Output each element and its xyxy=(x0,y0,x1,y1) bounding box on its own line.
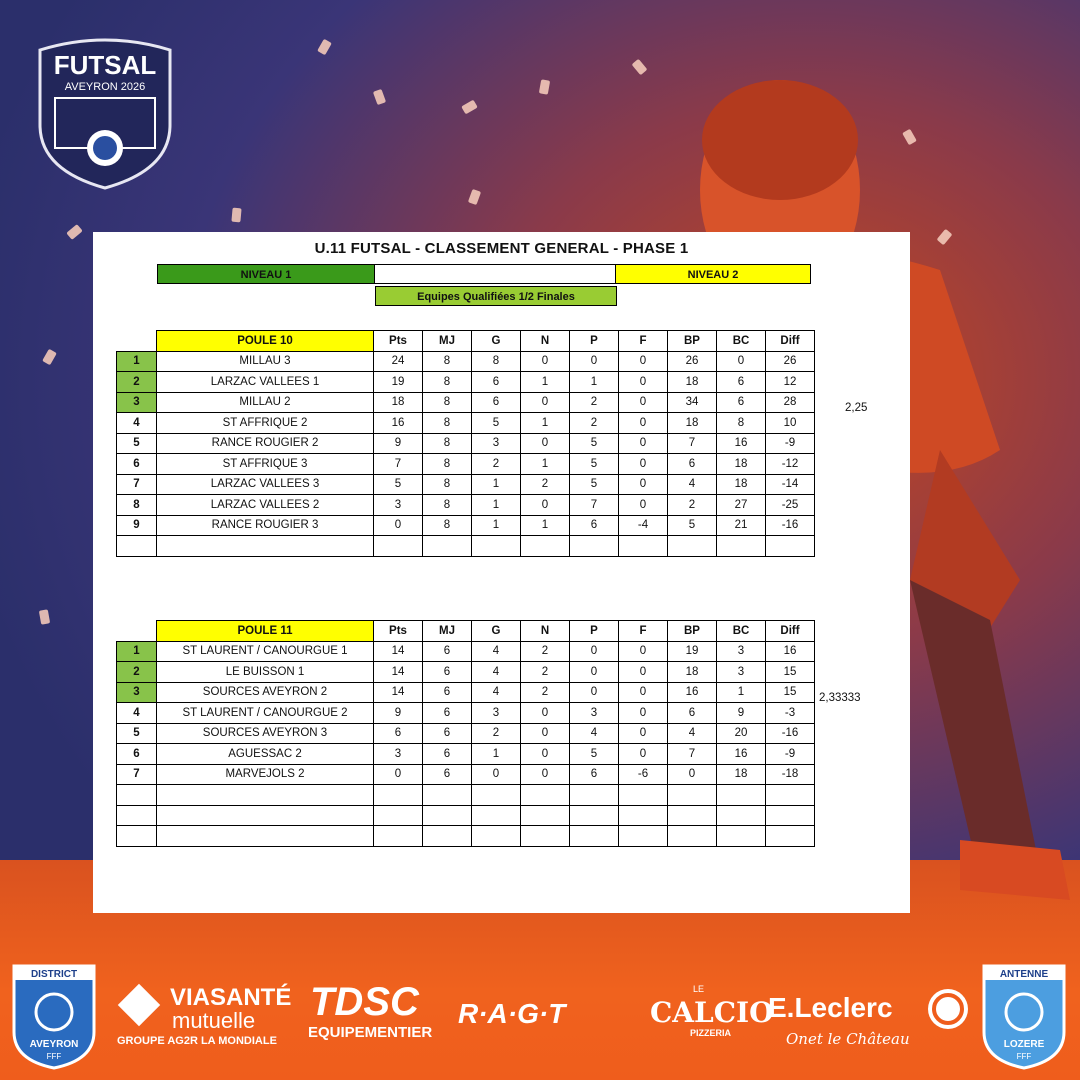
empty-cell xyxy=(570,826,619,847)
stat-cell-diff: -12 xyxy=(766,454,815,475)
stat-cell-g: 4 xyxy=(472,682,521,703)
stat-cell-mj: 8 xyxy=(423,351,472,372)
leclerc-logo-icon xyxy=(925,986,971,1032)
stat-cell-pts: 24 xyxy=(374,351,423,372)
stat-cell-mj: 6 xyxy=(423,641,472,662)
stat-cell-g: 3 xyxy=(472,433,521,454)
stat-cell-diff: -14 xyxy=(766,474,815,495)
stat-cell-pts: 16 xyxy=(374,413,423,434)
stat-cell-p: 0 xyxy=(570,641,619,662)
stat-cell-f: 0 xyxy=(619,474,668,495)
stat-cell-bp: 4 xyxy=(668,723,717,744)
svg-text:FFF: FFF xyxy=(46,1052,62,1061)
stat-cell-p: 2 xyxy=(570,413,619,434)
tdsc-sub: EQUIPEMENTIER xyxy=(308,1024,433,1041)
stat-cell-f: 0 xyxy=(619,744,668,765)
stat-cell-f: 0 xyxy=(619,372,668,393)
stat-cell-n: 2 xyxy=(521,474,570,495)
stat-cell-g: 1 xyxy=(472,474,521,495)
team-cell: MARVEJOLS 2 xyxy=(157,764,374,785)
rank-cell: 5 xyxy=(117,433,157,454)
stat-cell-mj: 8 xyxy=(423,495,472,516)
column-header-f: F xyxy=(619,621,668,642)
viasante-logo-icon xyxy=(116,982,162,1028)
team-cell: SOURCES AVEYRON 2 xyxy=(157,682,374,703)
empty-cell xyxy=(668,536,717,557)
stat-cell-diff: -9 xyxy=(766,433,815,454)
stat-cell-diff: 26 xyxy=(766,351,815,372)
stat-cell-p: 7 xyxy=(570,495,619,516)
column-header-pts: Pts xyxy=(374,621,423,642)
stat-cell-bp: 5 xyxy=(668,515,717,536)
svg-text:AVEYRON 2026: AVEYRON 2026 xyxy=(64,81,146,93)
rank-cell: 6 xyxy=(117,454,157,475)
empty-cell xyxy=(157,805,374,826)
empty-cell xyxy=(423,826,472,847)
stat-cell-pts: 3 xyxy=(374,744,423,765)
viasante-sub: mutuelle xyxy=(172,1008,256,1033)
stat-cell-g: 4 xyxy=(472,641,521,662)
stat-cell-p: 6 xyxy=(570,515,619,536)
empty-cell xyxy=(717,826,766,847)
stat-cell-diff: -3 xyxy=(766,703,815,724)
empty-row xyxy=(117,805,815,826)
stat-cell-f: 0 xyxy=(619,433,668,454)
stat-cell-p: 4 xyxy=(570,723,619,744)
stat-cell-bc: 9 xyxy=(717,703,766,724)
standings-document xyxy=(93,232,910,913)
stat-cell-mj: 8 xyxy=(423,372,472,393)
legend-level-1: NIVEAU 1 xyxy=(157,264,375,284)
svg-text:FFF: FFF xyxy=(1016,1052,1032,1061)
rank-cell: 1 xyxy=(117,351,157,372)
stat-cell-bc: 21 xyxy=(717,515,766,536)
column-header-diff: Diff xyxy=(766,621,815,642)
legend-level-2: NIVEAU 2 xyxy=(615,264,811,284)
table-row xyxy=(117,764,815,785)
empty-cell xyxy=(157,785,374,806)
stat-cell-n: 0 xyxy=(521,764,570,785)
pool-table-10 xyxy=(116,330,815,557)
pool-name: POULE 11 xyxy=(157,621,374,642)
empty-cell xyxy=(157,536,374,557)
stat-cell-diff: 12 xyxy=(766,372,815,393)
stat-cell-bc: 16 xyxy=(717,433,766,454)
stat-cell-n: 0 xyxy=(521,723,570,744)
stat-cell-mj: 6 xyxy=(423,744,472,765)
empty-cell xyxy=(521,536,570,557)
stat-cell-f: 0 xyxy=(619,413,668,434)
stat-cell-f: 0 xyxy=(619,495,668,516)
stat-cell-n: 1 xyxy=(521,515,570,536)
empty-cell xyxy=(766,826,815,847)
table-row xyxy=(117,641,815,662)
stat-cell-p: 0 xyxy=(570,662,619,683)
team-cell: RANCE ROUGIER 3 xyxy=(157,515,374,536)
stat-cell-diff: -16 xyxy=(766,723,815,744)
table-row xyxy=(117,474,815,495)
pool-name: POULE 10 xyxy=(157,331,374,352)
empty-cell xyxy=(117,785,157,806)
table-row xyxy=(117,723,815,744)
stat-cell-bc: 16 xyxy=(717,744,766,765)
team-cell: ST LAURENT / CANOURGUE 1 xyxy=(157,641,374,662)
rank-cell: 3 xyxy=(117,682,157,703)
empty-cell xyxy=(619,826,668,847)
stat-cell-bp: 34 xyxy=(668,392,717,413)
empty-cell xyxy=(521,805,570,826)
document-title: U.11 FUTSAL - CLASSEMENT GENERAL - PHASE 1 xyxy=(314,240,689,257)
table-row xyxy=(117,744,815,765)
rank-cell: 2 xyxy=(117,662,157,683)
team-cell: ST AFFRIQUE 3 xyxy=(157,454,374,475)
stat-cell-g: 4 xyxy=(472,662,521,683)
rank-cell: 4 xyxy=(117,703,157,724)
column-header-bp: BP xyxy=(668,621,717,642)
team-cell: ST LAURENT / CANOURGUE 2 xyxy=(157,703,374,724)
stat-cell-bp: 2 xyxy=(668,495,717,516)
stat-cell-bp: 18 xyxy=(668,372,717,393)
stat-cell-mj: 8 xyxy=(423,474,472,495)
team-cell: MILLAU 2 xyxy=(157,392,374,413)
empty-cell xyxy=(619,805,668,826)
stat-cell-n: 2 xyxy=(521,662,570,683)
pool-header-row xyxy=(117,331,815,352)
stat-cell-diff: 15 xyxy=(766,682,815,703)
stat-cell-mj: 6 xyxy=(423,682,472,703)
stat-cell-bp: 7 xyxy=(668,744,717,765)
empty-cell xyxy=(117,826,157,847)
stat-cell-pts: 18 xyxy=(374,392,423,413)
column-header-pts: Pts xyxy=(374,331,423,352)
column-header-n: N xyxy=(521,331,570,352)
stat-cell-pts: 6 xyxy=(374,723,423,744)
table-row xyxy=(117,433,815,454)
column-header-bc: BC xyxy=(717,331,766,352)
table-row xyxy=(117,351,815,372)
stat-cell-g: 6 xyxy=(472,392,521,413)
svg-text:LOZERE: LOZERE xyxy=(1003,1039,1045,1050)
rank-cell: 2 xyxy=(117,372,157,393)
team-cell: ST AFFRIQUE 2 xyxy=(157,413,374,434)
table-row xyxy=(117,372,815,393)
empty-row xyxy=(117,536,815,557)
stat-cell-g: 8 xyxy=(472,351,521,372)
empty-cell xyxy=(766,536,815,557)
stat-cell-diff: 10 xyxy=(766,413,815,434)
column-header-diff: Diff xyxy=(766,331,815,352)
stat-cell-diff: -25 xyxy=(766,495,815,516)
column-header-g: G xyxy=(472,621,521,642)
team-cell: LARZAC VALLEES 2 xyxy=(157,495,374,516)
stat-cell-bc: 6 xyxy=(717,392,766,413)
stat-cell-bc: 20 xyxy=(717,723,766,744)
stat-cell-mj: 8 xyxy=(423,433,472,454)
stat-cell-f: 0 xyxy=(619,703,668,724)
empty-cell xyxy=(374,785,423,806)
leclerc-name: E.Leclerc xyxy=(768,992,893,1023)
empty-row xyxy=(117,826,815,847)
empty-cell xyxy=(717,536,766,557)
stat-cell-pts: 9 xyxy=(374,703,423,724)
ragt-name: R·A·G·T xyxy=(458,998,566,1029)
stat-cell-p: 3 xyxy=(570,703,619,724)
legend-spacer xyxy=(375,264,615,284)
column-header-bp: BP xyxy=(668,331,717,352)
empty-cell xyxy=(117,805,157,826)
stat-cell-bc: 3 xyxy=(717,641,766,662)
empty-cell xyxy=(619,785,668,806)
stat-cell-pts: 7 xyxy=(374,454,423,475)
empty-cell xyxy=(521,826,570,847)
stat-cell-f: 0 xyxy=(619,723,668,744)
rank-cell: 8 xyxy=(117,495,157,516)
stat-cell-bp: 26 xyxy=(668,351,717,372)
viasante-name: VIASANTÉ xyxy=(170,984,292,1011)
pool-header-row xyxy=(117,621,815,642)
header-blank-cell xyxy=(117,621,157,642)
stat-cell-p: 5 xyxy=(570,454,619,475)
svg-text:AVEYRON: AVEYRON xyxy=(29,1039,79,1050)
stat-cell-f: 0 xyxy=(619,682,668,703)
stat-cell-n: 0 xyxy=(521,744,570,765)
stat-cell-f: 0 xyxy=(619,454,668,475)
stat-cell-bc: 8 xyxy=(717,413,766,434)
stat-cell-bp: 16 xyxy=(668,682,717,703)
stat-cell-g: 5 xyxy=(472,413,521,434)
stat-cell-diff: 28 xyxy=(766,392,815,413)
stat-cell-diff: -9 xyxy=(766,744,815,765)
team-cell: AGUESSAC 2 xyxy=(157,744,374,765)
stat-cell-bp: 4 xyxy=(668,474,717,495)
rank-cell: 3 xyxy=(117,392,157,413)
stat-cell-pts: 3 xyxy=(374,495,423,516)
empty-cell xyxy=(423,785,472,806)
team-cell: MILLAU 3 xyxy=(157,351,374,372)
stat-cell-bc: 1 xyxy=(717,682,766,703)
stat-cell-diff: -16 xyxy=(766,515,815,536)
empty-cell xyxy=(766,805,815,826)
stat-cell-bp: 18 xyxy=(668,413,717,434)
stat-cell-mj: 6 xyxy=(423,723,472,744)
calcio-name: CALCIO xyxy=(650,996,774,1029)
stat-cell-n: 1 xyxy=(521,413,570,434)
column-header-p: P xyxy=(570,331,619,352)
table-row xyxy=(117,495,815,516)
stat-cell-n: 0 xyxy=(521,433,570,454)
stat-cell-f: -4 xyxy=(619,515,668,536)
svg-text:FUTSAL: FUTSAL xyxy=(53,50,157,80)
table-row xyxy=(117,413,815,434)
column-header-f: F xyxy=(619,331,668,352)
empty-cell xyxy=(521,785,570,806)
stat-cell-mj: 6 xyxy=(423,662,472,683)
district-aveyron-badge xyxy=(10,962,98,1070)
column-header-mj: MJ xyxy=(423,331,472,352)
empty-cell xyxy=(717,805,766,826)
stat-cell-n: 0 xyxy=(521,392,570,413)
stat-cell-pts: 14 xyxy=(374,682,423,703)
empty-cell xyxy=(423,536,472,557)
stat-cell-bc: 18 xyxy=(717,454,766,475)
rank-cell: 7 xyxy=(117,474,157,495)
empty-cell xyxy=(668,805,717,826)
stat-cell-p: 5 xyxy=(570,433,619,454)
calcio-top: LE xyxy=(693,984,705,994)
column-header-p: P xyxy=(570,621,619,642)
stat-cell-n: 0 xyxy=(521,351,570,372)
stat-cell-p: 2 xyxy=(570,392,619,413)
tdsc-name: TDSC xyxy=(310,980,419,1024)
stat-cell-p: 5 xyxy=(570,744,619,765)
stat-cell-mj: 6 xyxy=(423,703,472,724)
empty-cell xyxy=(472,805,521,826)
empty-cell xyxy=(668,826,717,847)
table-row xyxy=(117,515,815,536)
stat-cell-pts: 0 xyxy=(374,515,423,536)
stat-cell-diff: 15 xyxy=(766,662,815,683)
legend-qualified: Equipes Qualifiées 1/2 Finales xyxy=(375,286,617,306)
stat-cell-p: 0 xyxy=(570,682,619,703)
stat-cell-n: 0 xyxy=(521,703,570,724)
empty-cell xyxy=(157,826,374,847)
team-cell: LE BUISSON 1 xyxy=(157,662,374,683)
table-row xyxy=(117,392,815,413)
table-row xyxy=(117,662,815,683)
stat-cell-g: 2 xyxy=(472,454,521,475)
team-cell: LARZAC VALLEES 3 xyxy=(157,474,374,495)
empty-cell xyxy=(570,785,619,806)
stat-cell-g: 6 xyxy=(472,372,521,393)
stat-cell-g: 3 xyxy=(472,703,521,724)
stat-cell-g: 2 xyxy=(472,723,521,744)
stat-cell-n: 1 xyxy=(521,372,570,393)
stat-cell-bp: 6 xyxy=(668,454,717,475)
stat-cell-g: 1 xyxy=(472,744,521,765)
rank-cell: 7 xyxy=(117,764,157,785)
empty-cell xyxy=(570,805,619,826)
stat-cell-n: 2 xyxy=(521,682,570,703)
stat-cell-diff: 16 xyxy=(766,641,815,662)
stat-cell-bc: 6 xyxy=(717,372,766,393)
empty-cell xyxy=(374,536,423,557)
empty-cell xyxy=(472,826,521,847)
leclerc-sub: Onet le Château xyxy=(786,1030,910,1048)
pool-note: 2,25 xyxy=(845,402,868,414)
stat-cell-n: 0 xyxy=(521,495,570,516)
stat-cell-diff: -18 xyxy=(766,764,815,785)
pool-table-11 xyxy=(116,620,815,847)
stat-cell-f: 0 xyxy=(619,662,668,683)
antenne-lozere-badge xyxy=(980,962,1068,1070)
stat-cell-bp: 7 xyxy=(668,433,717,454)
empty-cell xyxy=(472,536,521,557)
stat-cell-p: 1 xyxy=(570,372,619,393)
stat-cell-pts: 5 xyxy=(374,474,423,495)
stat-cell-p: 5 xyxy=(570,474,619,495)
stat-cell-bp: 19 xyxy=(668,641,717,662)
table-row xyxy=(117,682,815,703)
stat-cell-mj: 8 xyxy=(423,454,472,475)
empty-cell xyxy=(766,785,815,806)
stat-cell-bc: 18 xyxy=(717,474,766,495)
rank-cell: 4 xyxy=(117,413,157,434)
futsal-aveyron-logo xyxy=(30,30,180,190)
svg-text:DISTRICT: DISTRICT xyxy=(30,969,78,980)
empty-cell xyxy=(668,785,717,806)
stat-cell-mj: 8 xyxy=(423,392,472,413)
stat-cell-pts: 14 xyxy=(374,662,423,683)
header-blank-cell xyxy=(117,331,157,352)
stat-cell-bc: 0 xyxy=(717,351,766,372)
rank-cell: 1 xyxy=(117,641,157,662)
stat-cell-p: 0 xyxy=(570,351,619,372)
team-cell: SOURCES AVEYRON 3 xyxy=(157,723,374,744)
team-cell: RANCE ROUGIER 2 xyxy=(157,433,374,454)
column-header-n: N xyxy=(521,621,570,642)
calcio-sub: PIZZERIA xyxy=(690,1028,732,1038)
pool-note: 2,33333 xyxy=(819,692,861,704)
team-cell: LARZAC VALLEES 1 xyxy=(157,372,374,393)
table-row xyxy=(117,703,815,724)
empty-cell xyxy=(570,536,619,557)
stat-cell-mj: 8 xyxy=(423,515,472,536)
rank-cell: 9 xyxy=(117,515,157,536)
stat-cell-bc: 3 xyxy=(717,662,766,683)
viasante-group: GROUPE AG2R LA MONDIALE xyxy=(117,1035,277,1047)
stat-cell-bp: 6 xyxy=(668,703,717,724)
column-header-bc: BC xyxy=(717,621,766,642)
stat-cell-mj: 8 xyxy=(423,413,472,434)
stat-cell-bp: 0 xyxy=(668,764,717,785)
table-row xyxy=(117,454,815,475)
rank-cell: 6 xyxy=(117,744,157,765)
stat-cell-bc: 18 xyxy=(717,764,766,785)
stat-cell-n: 1 xyxy=(521,454,570,475)
empty-cell xyxy=(117,536,157,557)
stat-cell-pts: 14 xyxy=(374,641,423,662)
column-header-mj: MJ xyxy=(423,621,472,642)
stat-cell-bp: 18 xyxy=(668,662,717,683)
rank-cell: 5 xyxy=(117,723,157,744)
stat-cell-f: 0 xyxy=(619,392,668,413)
stat-cell-pts: 19 xyxy=(374,372,423,393)
empty-cell xyxy=(423,805,472,826)
empty-cell xyxy=(717,785,766,806)
stat-cell-n: 2 xyxy=(521,641,570,662)
stat-cell-mj: 6 xyxy=(423,764,472,785)
empty-row xyxy=(117,785,815,806)
stat-cell-f: -6 xyxy=(619,764,668,785)
svg-text:ANTENNE: ANTENNE xyxy=(999,969,1049,980)
stat-cell-p: 6 xyxy=(570,764,619,785)
stat-cell-bc: 27 xyxy=(717,495,766,516)
column-header-g: G xyxy=(472,331,521,352)
stat-cell-pts: 9 xyxy=(374,433,423,454)
stat-cell-g: 1 xyxy=(472,515,521,536)
stat-cell-g: 1 xyxy=(472,495,521,516)
stat-cell-f: 0 xyxy=(619,351,668,372)
empty-cell xyxy=(374,805,423,826)
empty-cell xyxy=(619,536,668,557)
empty-cell xyxy=(472,785,521,806)
stat-cell-f: 0 xyxy=(619,641,668,662)
empty-cell xyxy=(374,826,423,847)
stat-cell-g: 0 xyxy=(472,764,521,785)
stat-cell-pts: 0 xyxy=(374,764,423,785)
